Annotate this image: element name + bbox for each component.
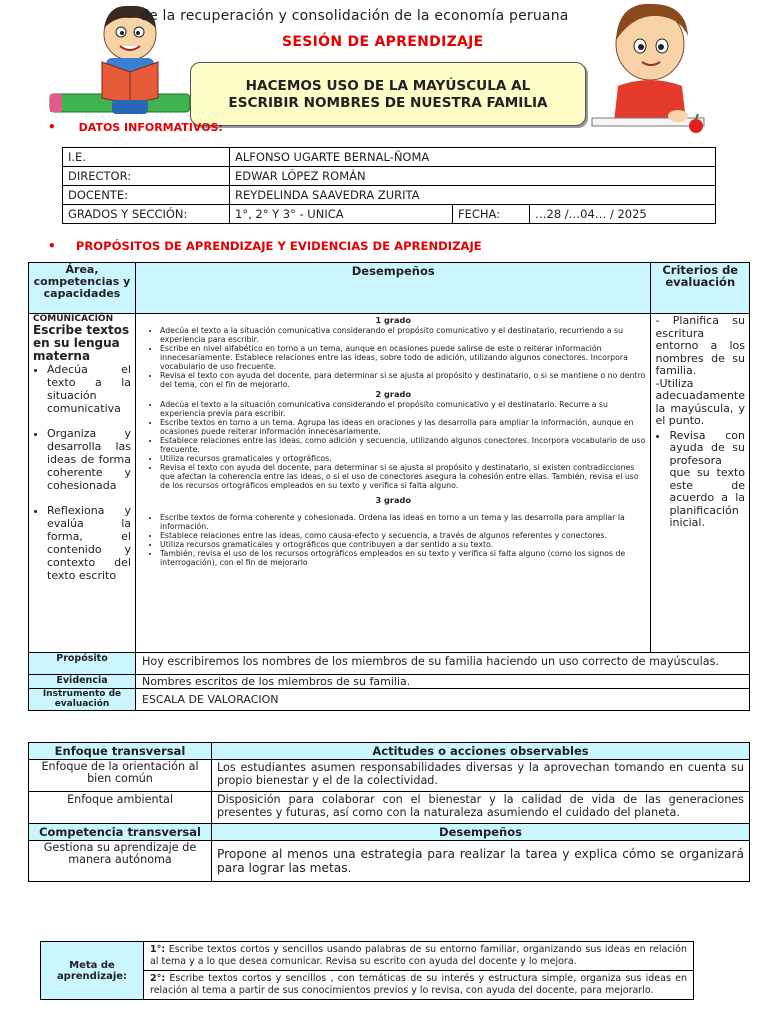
- meta-table: [40, 941, 694, 1000]
- criterio-planifica: - Planifica su escritura entorno a los nombres de su familia.: [655, 314, 745, 377]
- table-row: [41, 942, 694, 971]
- table-header-row: [29, 743, 750, 760]
- grados-value: 1°, 2° Y 3° - UNICA: [230, 205, 453, 224]
- list-item: • Utiliza recursos gramaticales y ortográficos.: [160, 454, 646, 463]
- table-row: [29, 841, 750, 882]
- table-row: [63, 148, 716, 167]
- proposito-value: Hoy escribiremos los nombres de los miembros de su familia haciendo un uso correcto de mayúsculas.: [136, 653, 750, 675]
- docente-label: DOCENTE:: [63, 186, 230, 205]
- criterio-list: [655, 430, 745, 530]
- col-criterios: Criterios de evaluación: [651, 263, 750, 314]
- grado2-label: 2 grado: [375, 389, 411, 399]
- table-row: [63, 186, 716, 205]
- list-item: • Adecúa el texto a la situación comunicativa considerando el propósito comunicativo y el destinatario. Recurre a su experiencia previa para escribir.: [160, 400, 646, 418]
- bien-comun-desc: Los estudiantes asumen responsabilidades diversas y la aprovechan tomando en cuenta su propio bienestar y el de la colectividad.: [212, 760, 750, 792]
- grado2-list: [140, 400, 646, 490]
- bullet-icon: •: [48, 120, 56, 134]
- list-item: • Organiza y desarrolla las ideas de forma coherente y cohesionada: [47, 427, 131, 492]
- area-title: COMUNICACIÓN: [33, 314, 114, 324]
- instrumento-label: Instrumento de evaluación: [29, 689, 136, 711]
- table-header-row: [29, 263, 750, 314]
- list-item: • Establece relaciones entre las ideas, como causa-efecto y secuencia, a través de algunos referentes y conectores.: [160, 531, 646, 540]
- enfoques-table: [28, 742, 750, 882]
- enfoque-ambiental: Enfoque ambiental: [29, 792, 212, 824]
- ambiental-desc: Disposición para colaborar con el bienestar y la calidad de vida de las generaciones presentes y futuras, así como con la naturaleza asumiendo el cuidado del planeta.: [212, 792, 750, 824]
- docente-value: REYDELINDA SAAVEDRA ZURITA: [230, 186, 716, 205]
- meta-grado1-text: Escribe textos cortos y sencillos usando palabras de su entorno familiar, organizando sus ideas en relación al tema y a lo que desea comunicar. Revisa su escrito con ayuda del docente y lo mejora.: [150, 944, 687, 967]
- proposito-label: Propósito: [29, 653, 136, 675]
- list-item: • Adecúa el texto a la situación comunicativa: [47, 363, 131, 415]
- boy-writing-illustration: [588, 0, 708, 136]
- propositos-label: PROPÓSITOS DE APRENDIZAJE Y EVIDENCIAS DE APRENDIZAJE: [75, 239, 482, 253]
- table-row: [29, 314, 750, 653]
- fecha-label: FECHA:: [453, 205, 530, 224]
- instrumento-value: ESCALA DE VALORACION: [136, 689, 750, 711]
- header-top-line: de la recuperación y consolidación de la economía peruana: [140, 8, 569, 24]
- list-item: • Adecúa el texto a la situación comunicativa considerando el propósito comunicativo y el destinatario, recurriendo a su experiencia para escribir.: [160, 326, 646, 344]
- grado1-label: 1 grado: [375, 315, 411, 325]
- criterio-utiliza: -Utiliza adecuadamente la mayúscula, y el punto.: [655, 376, 745, 427]
- session-title-box: [190, 62, 586, 126]
- session-title-line2: ESCRIBIR NOMBRES DE NUESTRA FAMILIA: [228, 95, 548, 111]
- meta-grado2: [144, 971, 694, 1000]
- desempenos-label: Desempeños: [212, 824, 750, 841]
- ie-value: ALFONSO UGARTE BERNAL-ÑOMA: [230, 148, 716, 167]
- meta-grado1-tag: 1°:: [150, 944, 166, 955]
- table-row: [29, 760, 750, 792]
- table-row: [29, 653, 750, 675]
- capacidades-list: [33, 363, 131, 582]
- table-header-row: [29, 824, 750, 841]
- gestiona-desc: Propone al menos una estrategia para realizar la tarea y explica cómo se organizará para lograr las metas.: [212, 841, 750, 882]
- bullet-icon: •: [48, 239, 56, 253]
- evidencia-value: Nombres escritos de los miembros de su familia.: [136, 675, 750, 689]
- col-actitudes: Actitudes o acciones observables: [212, 743, 750, 760]
- director-value: EDWAR LÓPEZ ROMÁN: [230, 167, 716, 186]
- list-item: • Reflexiona y evalúa la forma, el contenido y contexto del texto escrito: [47, 504, 131, 582]
- meta-grado1: [144, 942, 694, 971]
- meta-grado2-text: Escribe textos cortos y sencillos , con temáticas de su interés y estructura simple, organiza sus ideas en relación al tema a partir de sus conocimientos previos y lo revisa, con ayuda del docente, para mejorarlo.: [150, 973, 687, 996]
- col-enfoque: Enfoque transversal: [29, 743, 212, 760]
- list-item: • Establece relaciones entre las ideas, como adición y secuencia, utilizando algunos conectores. Incorpora vocabulario de uso frecuente.: [160, 436, 646, 454]
- meta-grado2-tag: 2°:: [150, 973, 166, 984]
- session-label: SESIÓN DE APRENDIZAJE: [282, 34, 484, 50]
- meta-label: Meta de aprendizaje:: [41, 942, 144, 1000]
- area-cell: [29, 314, 136, 653]
- list-item: • Revisa el texto con ayuda del docente, para determinar si se ajusta al propósito y destinatario, o si se mantiene o no dentro del tema, con el fin de mejorarlo.: [160, 371, 646, 389]
- list-item: • Revisa el texto con ayuda del docente, para determinar si se ajusta al propósito y destinatario, si existen contradicciones que afectan la coherencia entre las ideas, o si el uso de conectores asegura la cohesión entre ellas. También, revisa el uso de los recursos ortográficos empleados en su texto y verifica si falta alguno.: [160, 463, 646, 490]
- evidencia-label: Evidencia: [29, 675, 136, 689]
- list-item: • Escribe textos en torno a un tema. Agrupa las ideas en oraciones y las desarrolla para ampliar la información, aunque en ocasiones puede reiterar información innecesariamente.: [160, 418, 646, 436]
- fecha-value: …28 /…04… / 2025: [530, 205, 716, 224]
- propositos-table: [28, 262, 750, 711]
- director-label: DIRECTOR:: [63, 167, 230, 186]
- datos-table: [62, 147, 716, 224]
- col-desempenos: Desempeños: [136, 263, 651, 314]
- grado3-list: [140, 513, 646, 567]
- desempenos-cell: [136, 314, 651, 653]
- criterios-cell: [651, 314, 750, 653]
- competencia: Escribe textos en su lengua materna: [33, 323, 130, 363]
- enfoque-bien-comun: Enfoque de la orientación al bien común: [29, 760, 212, 792]
- gestiona-aprendizaje: Gestiona su aprendizaje de manera autónoma: [29, 841, 212, 882]
- datos-heading: [48, 120, 223, 134]
- list-item: • Escribe en nivel alfabético en torno a un tema, aunque en ocasiones puede salirse de este o reiterar información innecesariamente. Establece relaciones entre las ideas, sobre todo de adición, utilizando algunos conectores. Incorpora vocabulario de uso frecuente.: [160, 344, 646, 371]
- ie-label: I.E.: [63, 148, 230, 167]
- table-row: [29, 675, 750, 689]
- col-area: Área, competencias y capacidades: [29, 263, 136, 314]
- list-item: • Escribe textos de forma coherente y cohesionada. Ordena las ideas en torno a un tema y las desarrolla para ampliar la información.: [160, 513, 646, 531]
- datos-label: DATOS INFORMATIVOS:: [78, 121, 223, 134]
- propositos-heading: [48, 239, 482, 253]
- session-title-line1: HACEMOS USO DE LA MAYÚSCULA AL: [245, 78, 531, 94]
- list-item: • También, revisa el uso de los recursos ortográficos empleados en su texto y verifica si falta alguno (como los signos de interrogación), con el fin de mejorarlo: [160, 549, 646, 567]
- table-row: [29, 792, 750, 824]
- grados-label: GRADOS Y SECCIÓN:: [63, 205, 230, 224]
- list-item: • Utiliza recursos gramaticales y ortográficos que contribuyen a dar sentido a su texto.: [160, 540, 646, 549]
- competencia-transversal-label: Competencia transversal: [29, 824, 212, 841]
- table-row: [63, 205, 716, 224]
- table-row: [29, 689, 750, 711]
- table-row: [63, 167, 716, 186]
- grado1-list: [140, 326, 646, 389]
- grado3-label: 3 grado: [375, 495, 411, 505]
- criterio-revisa: • Revisa con ayuda de su profesora que su texto este de acuerdo a la planificación inicial.: [669, 430, 745, 530]
